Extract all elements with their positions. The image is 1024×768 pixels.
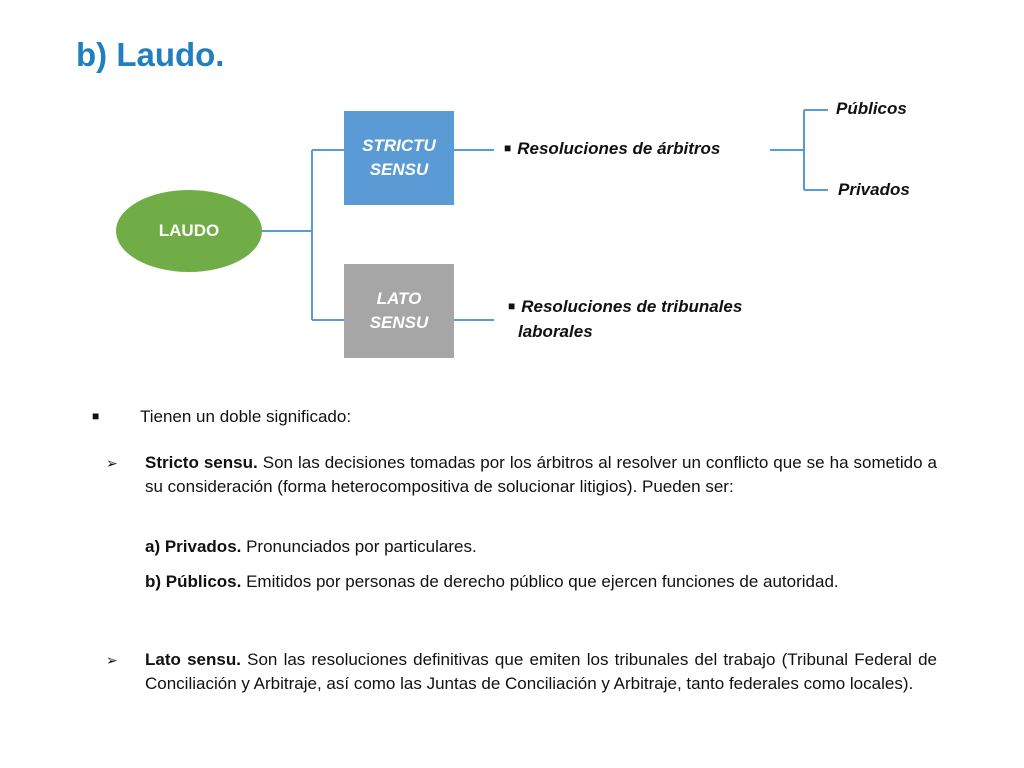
strictu-sensu-node: STRICTU SENSU	[344, 111, 454, 205]
strictu-item: ■ Resoluciones de árbitros	[504, 139, 721, 158]
intro-line: ■ Tienen un doble significado:	[92, 407, 352, 426]
privados-paragraph: a) Privados. Pronunciados por particulares.	[145, 537, 477, 556]
square-bullet-icon: ■	[508, 299, 516, 313]
page-title: b) Laudo.	[76, 36, 225, 73]
privados-node: Privados	[838, 180, 910, 199]
arrow-bullet-icon: ➢	[106, 652, 118, 668]
lato-item: ■ Resoluciones de tribunales laborales	[508, 297, 743, 341]
publicos-node: Públicos	[836, 99, 907, 118]
publicos-paragraph: b) Públicos. Emitidos por personas de derecho público que ejercen funciones de autoridad.	[145, 572, 839, 591]
laudo-node: LAUDO	[116, 190, 262, 272]
arrow-bullet-icon: ➢	[106, 455, 118, 471]
lato-sensu-node: LATO SENSU	[344, 264, 454, 358]
square-bullet-icon: ■	[504, 141, 512, 155]
lato-paragraph: Lato sensu. Son las resoluciones definitivas que emiten los tribunales del trabajo (Tribunal Federal de Conciliación y Arbitraje, así como las Juntas de Conciliación y Arbitraje, tanto federales como locales).	[145, 650, 937, 693]
stricto-paragraph: Stricto sensu. Son las decisiones tomadas por los árbitros al resolver un conflicto que se ha sometido a su consideración (forma heterocompositiva de solucionar litigios). Pueden ser:	[145, 453, 938, 496]
square-bullet-icon: ■	[92, 409, 100, 423]
